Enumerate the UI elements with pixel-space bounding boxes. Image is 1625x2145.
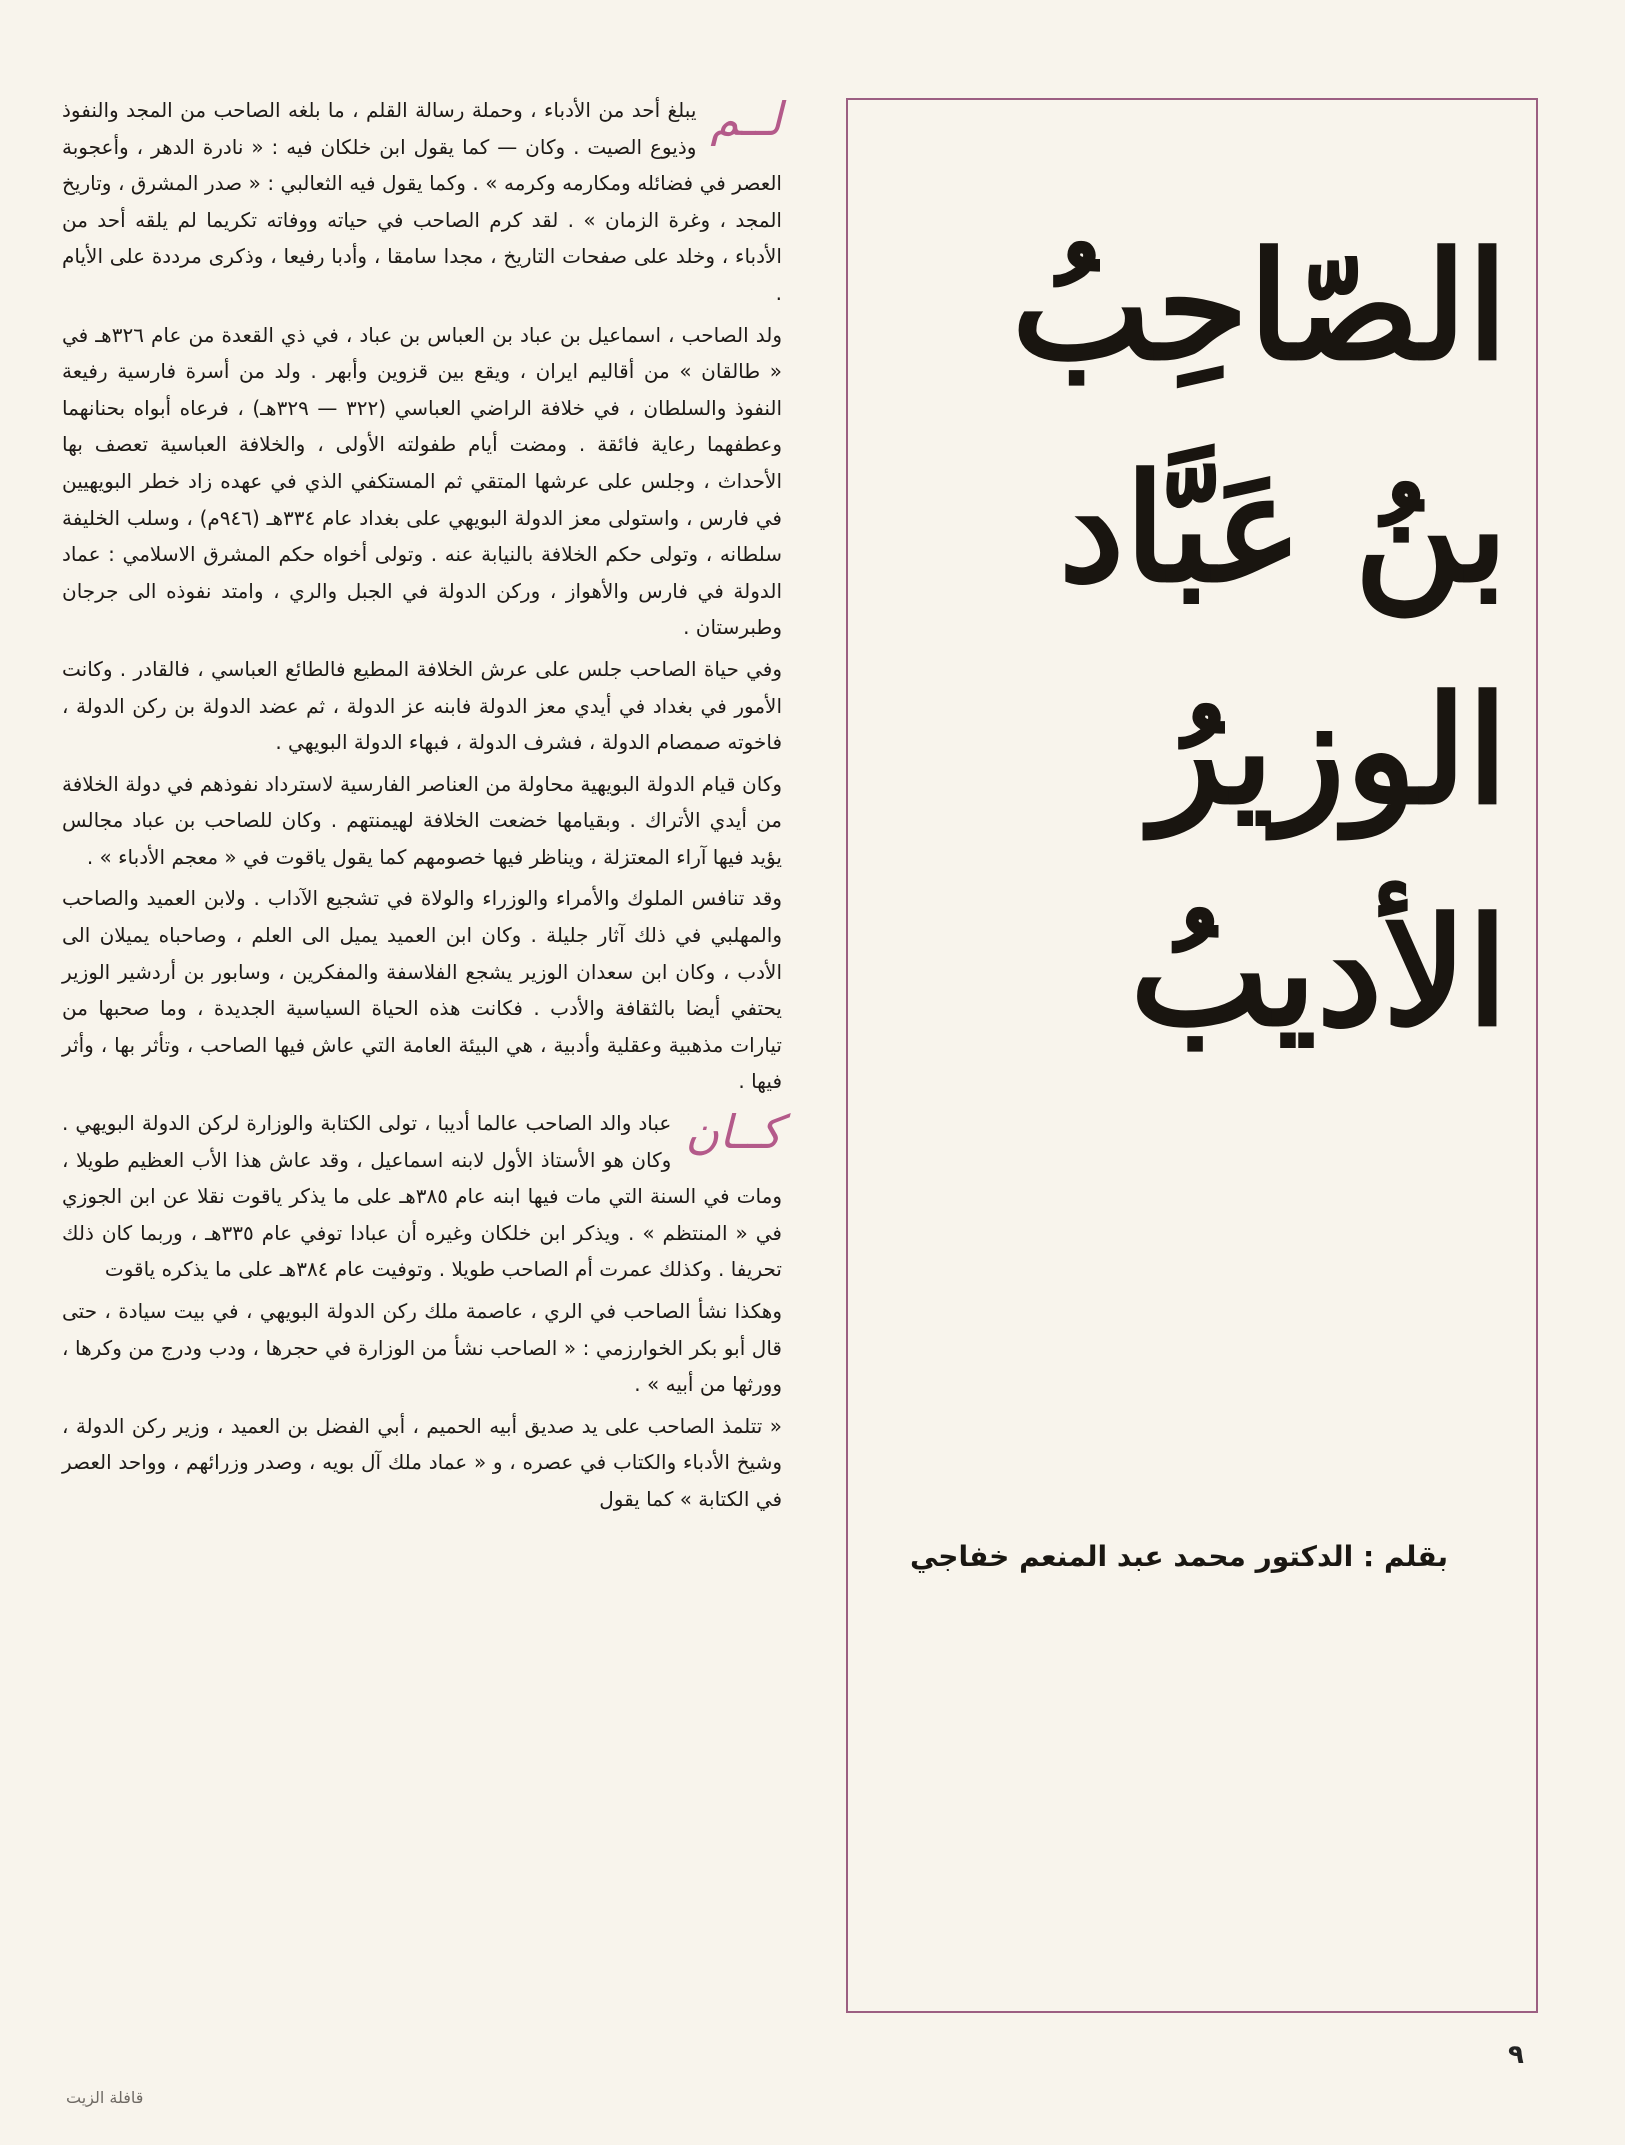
paragraph-text: ولد الصاحب ، اسماعيل بن عباد بن العباس بن عباد ، في ذي القعدة من عام ٣٢٦هـ في « طالقان » من أقاليم ايران ، ويقع بين قزوين وأبهر . ولد من أسرة فارسية رفيعة النفوذ والسلطان ، في خلافة الراضي العباسي (٣٢٢ — ٣٢٩هـ) ، فرعاه أبواه بحنانهما وعطفهما رعاية فائقة . ومضت أيام طفولته الأولى ، والخلافة العباسية تعصف بها الأحداث ، وجلس على عرشها المتقي ثم المستكفي الذي في عهده زاد خطر البويهيين في فارس ، واستولى معز الدولة البويهي على بغداد عام ٣٣٤هـ (٩٤٦م) ، وسلب الخليفة سلطانه ، وتولى حكم الخلافة بالنيابة عنه . وتولى أخواه حكم المشرق الاسلامي : عماد الدولة في فارس والأهواز ، وركن الدولة في الجبل والري ، وامتد نفوذه الى جرجان وطبرستان . [62,322,783,640]
paragraph-text: وكان قيام الدولة البويهية محاولة من العناصر الفارسية لاسترداد نفوذهم في دولة الخلافة من أيدي الأتراك . وبقيامها خضعت الخلافة لهيمنتهم . وكان للصاحب بن عباد مجالس يؤيد فيها آراء المعتزلة ، ويناظر فيها خصومهم كما يقول ياقوت في « معجم الأدباء » . [62,771,782,869]
drop-cap: لــم [710,92,782,146]
paragraph-text: عباد والد الصاحب عالما أديبا ، تولى الكتابة والوزارة لركن الدولة البويهي . وكان هو الأستاذ الأول لابنه اسماعيل ، وقد عاش هذا الأب العظيم طويلا ، ومات في السنة التي مات فيها ابنه عام ٣٨٥هـ على ما يذكر ياقوت نقلا عن ابن الجوزي في « المنتظم » . ويذكر ابن خلكان وغيره أن عبادا توفي عام ٣٣٥هـ ، وربما كان ذلك تحريفا . وكذلك عمرت أم الصاحب طويلا . وتوفيت عام ٣٨٤هـ على ما يذكره ياقوت [62,1111,782,1282]
title-line-1: الصّاحِبُ [1011,219,1508,393]
article-title [868,195,1508,1083]
page-number: ٩ [1508,2040,1524,2070]
paragraph-text: وقد تنافس الملوك والأمراء والوزراء والولاة في تشجيع الآداب . ولابن العميد والصاحب والمهلبي في ذلك آثار جليلة . وكان ابن العميد يميل الى العلم ، وصاحباه يميلان الى الأدب ، وكان ابن سعدان الوزير يشجع الفلاسفة والمفكرين ، وسابور بن أردشير الوزير يحتفي أيضا بالثقافة والأدب . فكانت هذه الحياة السياسية الجديدة ، وما صحبها من تيارات مذهبية وعقلية وأدبية ، هي البيئة العامة التي عاش فيها الصاحب ، وتأثر بها ، وأثر فيها . [62,886,782,1094]
author-byline: بقلم : الدكتور محمد عبد المنعم خفاجي [909,1540,1448,1573]
paragraph [62,1105,782,1288]
paragraph [62,1293,782,1403]
paragraph-text: وهكذا نشأ الصاحب في الري ، عاصمة ملك ركن الدولة البويهي ، في بيت سيادة ، حتى قال أبو بكر الخوارزمي : « الصاحب نشأ من الوزارة في حجرها ، ودب ودرج من وكرها ، وورثها من أبيه » . [62,1299,782,1397]
paragraph [62,92,782,312]
paragraph [62,651,782,761]
article-body [62,92,782,2017]
title-line-3: الوزيرُ [1151,663,1508,837]
paragraph-text: « تتلمذ الصاحب على يد صديق أبيه الحميم ، أبي الفضل بن العميد ، وزير ركن الدولة ، وشيخ الأدباء والكتاب في عصره ، و « عماد ملك آل بويه ، وصدر وزرائهم ، وواحد العصر في الكتابة » كما يقول [62,1413,782,1511]
drop-cap: كــان [685,1105,782,1160]
title-line-2: بنُ عَبَّاد [1058,441,1508,615]
paragraph [62,766,782,876]
paragraph [62,1408,782,1518]
paragraph [62,880,782,1100]
paragraph [62,317,782,646]
title-frame [846,98,1538,2013]
title-line-4: الأديبُ [1130,885,1508,1059]
paragraph-text: يبلغ أحد من الأدباء ، وحملة رسالة القلم ، ما بلغه الصاحب من المجد والنفوذ وذيوع الصيت . وكان — كما يقول ابن خلكان فيه : « نادرة الدهر ، وأعجوبة العصر في فضائله ومكارمه وكرمه » . وكما يقول فيه الثعالبي : « صدر المشرق ، وتاريخ المجد ، وغرة الزمان » . لقد كرم الصاحب في حياته ووفاته تكريما لم يلقه أحد من الأدباء ، وخلد على صفحات التاريخ ، مجدا سامقا ، وأدبا رفيعا ، وذكرى مرددة على الأيام . [62,98,782,305]
paragraph-text: وفي حياة الصاحب جلس على عرش الخلافة المطيع فالطائع العباسي ، فالقادر . وكانت الأمور في بغداد في أيدي معز الدولة فابنه عز الدولة ، ثم عضد الدولة بن ركن الدولة ، فاخوته صمصام الدولة ، فشرف الدولة ، فبهاء الدولة البويهي . [62,656,782,755]
magazine-name: قافلة الزيت [66,2088,144,2107]
